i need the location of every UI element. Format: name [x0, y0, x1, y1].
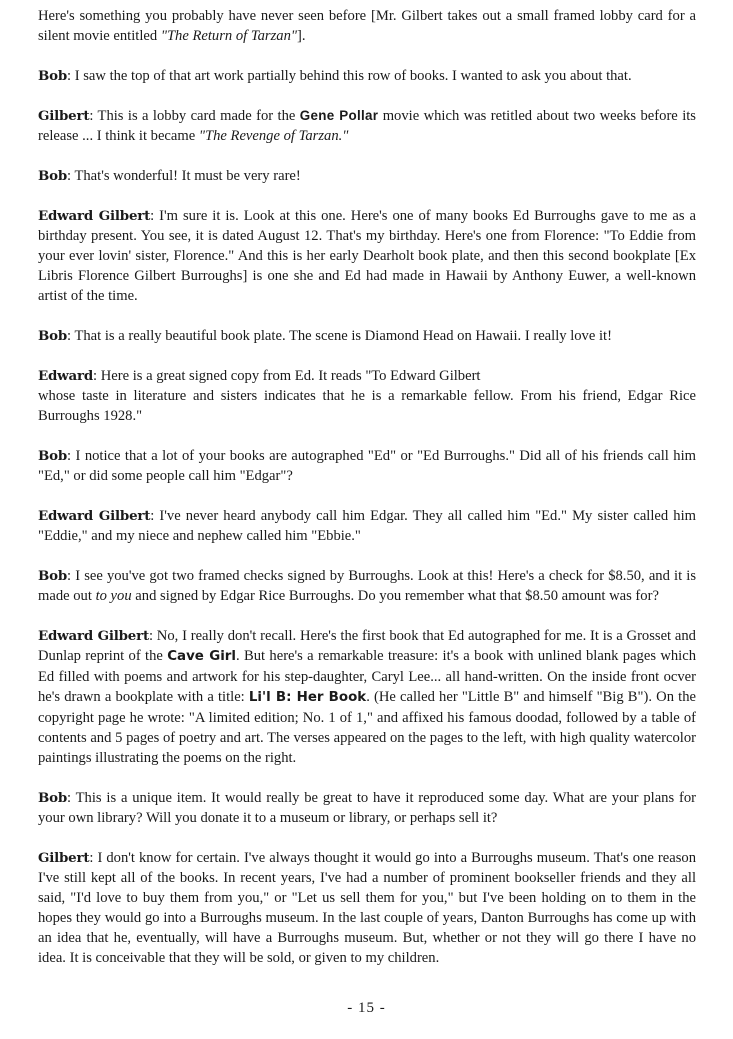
interview-paragraph	[38, 566, 696, 606]
interview-paragraph	[38, 66, 696, 86]
interview-paragraph	[38, 166, 696, 186]
paragraph-text: ].	[297, 28, 306, 44]
paragraph-text: : I see you've got two framed checks signed by Burroughs. Look at this! Here's a check for $8.50, and it is made out	[38, 568, 696, 604]
paragraph-text: : I notice that a lot of your books are autographed "Ed" or "Ed Burroughs." Did all of his friends call him "Ed," or did some people call him "Edgar"?	[38, 448, 696, 484]
speaker-name: Edward Gilbert	[38, 508, 151, 524]
paragraph-text: and signed by Edgar Rice Burroughs. Do you remember what that $8.50 amount was for?	[131, 588, 659, 604]
paragraph-text: . (He called her "Little B" and himself "Big B"). On the copyright page he wrote: "A limited edition; No. 1 of 1," and affixed his famous doodad, followed by a table of contents and 5 pages of poetry and art. The verses appeared on the pages to the left, with high quality watercolor paintings illustrating the poems on the right.	[38, 689, 696, 766]
speaker-name: Edward Gilbert	[38, 208, 151, 224]
paragraph-text: whose taste in literature and sisters indicates that he is a remarkable fellow. From his friend, Edgar Rice Burroughs 1928."	[38, 388, 696, 424]
speaker-name: Gilbert	[38, 850, 90, 866]
interview-paragraph	[38, 366, 696, 426]
emphasized-text: "The Return of Tarzan"	[160, 28, 298, 44]
emphasized-text: Gene Pollar	[299, 108, 379, 123]
interview-paragraph	[38, 626, 696, 768]
paragraph-text: : I'm sure it is. Look at this one. Here's one of many books Ed Burroughs gave to me as a birthday present. You see, it is dated August 12. That's my birthday. Here's one from Florence: "To Eddie from your ever lovin' sister, Florence." And this is her early Dearholt book plate, and then this second bookplate [Ex Libris Florence Gilbert Burroughs] is one she and Ed had made in Hawaii by Anthony Euwer, a well-known artist of the time.	[38, 208, 696, 304]
paragraph-text: : That's wonderful! It must be very rare!	[67, 168, 301, 184]
interview-paragraph	[38, 106, 696, 146]
speaker-name: Bob	[38, 328, 68, 344]
interview-paragraph	[38, 6, 696, 46]
speaker-name: Bob	[38, 568, 68, 584]
paragraph-text: : This is a unique item. It would really be great to have it reproduced some day. What are your plans for your own library? Will you donate it to a museum or library, or perhaps sell it?	[38, 790, 696, 826]
paragraph-text: movie which was retitled about two weeks before its release ... I think it became	[38, 108, 696, 144]
emphasized-text: "The Revenge of Tarzan."	[198, 128, 349, 144]
paragraph-text: : I saw the top of that art work partially behind this row of books. I wanted to ask you about that.	[67, 68, 632, 84]
page-number: - 15 -	[347, 1000, 386, 1016]
speaker-name: Edward	[38, 368, 93, 384]
paragraph-text: . But here's a remarkable treasure: it's a book with unlined blank pages which Ed filled with poems and artwork for his step-daughter, Caryl Lee... all hand-written. On the inside front ocver he's drawn a bookplate with a title:	[38, 648, 696, 705]
interview-paragraph	[38, 848, 696, 968]
interview-paragraph	[38, 506, 696, 546]
emphasized-text: Cave Girl	[167, 649, 237, 664]
paragraph-text: : This is a lobby card made for the	[89, 108, 300, 124]
interview-paragraph	[38, 446, 696, 486]
paragraph-text: : No, I really don't recall. Here's the first book that Ed autographed for me. It is a Grosset and Dunlap reprint of the	[38, 628, 696, 664]
paragraph-text: : That is a really beautiful book plate. The scene is Diamond Head on Hawaii. I really love it!	[67, 328, 612, 344]
speaker-name: Bob	[38, 448, 68, 464]
speaker-name: Bob	[38, 68, 68, 84]
speaker-name: Bob	[38, 790, 68, 806]
paragraph-text: : I don't know for certain. I've always thought it would go into a Burroughs museum. That's one reason I've still kept all of the books. In recent years, I've had a number of prominent bookseller friends and they all said, "I'd love to buy them from you," or "Let us sell them for you," but I've been holding on to them in the hopes they would go into a Burroughs museum. In the last couple of years, Danton Burroughs has come up with an idea that he, eventually, will have a Burroughs museum. But, whether or not they will go there I have no idea. It is conceivable that they will be sold, or given to my children.	[38, 850, 696, 966]
speaker-name: Gilbert	[38, 108, 90, 124]
interview-paragraph	[38, 788, 696, 828]
emphasized-text: Li'l B: Her Book	[248, 690, 367, 705]
interview-text	[38, 6, 696, 988]
paragraph-text: Here's something you probably have never seen before [Mr. Gilbert takes out a small framed lobby card for a silent movie entitled	[38, 8, 696, 44]
speaker-name: Edward Gilbert	[38, 628, 149, 644]
paragraph-text: : I've never heard anybody call him Edgar. They all called him "Ed." My sister called him "Eddie," and my niece and nephew called him "Ebbie."	[38, 508, 696, 544]
interview-paragraph	[38, 326, 696, 346]
interview-paragraph	[38, 206, 696, 306]
speaker-name: Bob	[38, 168, 68, 184]
paragraph-text: : Here is a great signed copy from Ed. It reads "To Edward Gilbert	[93, 368, 481, 384]
emphasized-text: to you	[95, 588, 132, 604]
